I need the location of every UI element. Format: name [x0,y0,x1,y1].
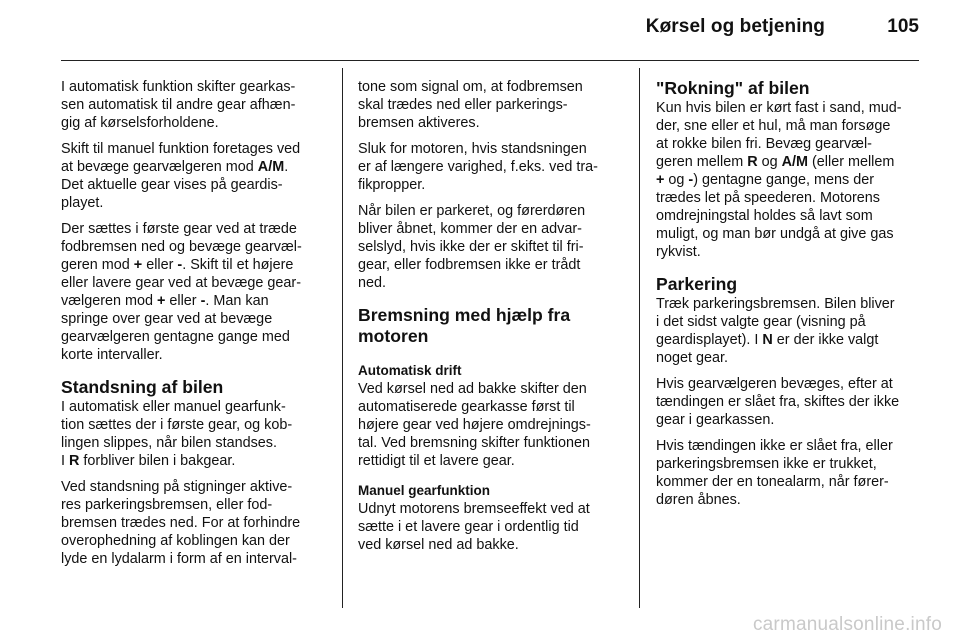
page-title: Kørsel og betjening [645,16,825,37]
heading-rokning: "Rokning" af bilen [656,78,810,98]
symbol-minus: - [200,293,206,309]
paragraph-stopping: I automatisk eller manuel gearfunk- tion sættes der i første gear, og kob- lingen slippes, når bilen standses. I R forbliver bilen i bakgear. [61,399,293,469]
paragraph-automatic-function: I automatisk funktion skifter gearkas- sen automatisk til andre gear afhæn- gig af kørselsforholdene. [61,79,296,131]
symbol-r: R [69,453,80,469]
symbol-plus: + [157,293,166,309]
heading-standsning: Standsning af bilen [61,377,224,397]
heading-parkering: Parkering [656,274,738,294]
page-number: 105 [887,16,919,37]
paragraph-ignition-off: Hvis gearvælgeren bevæges, efter at tændingen er slået fra, skiftes der ikke gear i gearkassen. [656,376,900,428]
paragraph-tone-alarm: Hvis tændingen ikke er slået fra, eller parkeringsbremsen ikke er trukket, kommer der en tonealarm, når fører- døren åbnes. [656,438,893,508]
paragraph-manual-downhill: Udnyt motorens bremseeffekt ved at sætte i et lavere gear i ordentlig tid ved kørsel ned ad bakke. [358,501,590,553]
watermark: carmanualsonline.info [752,614,942,635]
paragraph-rocking: Kun hvis bilen er kørt fast i sand, mud- der, sne eller et hul, må man forsøge at rokke bilen fri. Bevæg gearvæl- geren mellem R og A/M (eller mellem + og -) gentagne gange, mens der trædes let på speederen. Motorens omdrejningstal holdes så lavt som muligt, og man bør undgå at give gas rykvist. [656,100,902,260]
symbol-plus: + [656,172,665,188]
symbol-am: A/M [257,159,285,175]
column-divider-left [342,68,343,608]
heading-bremsning: Bremsning med hjælp fra motoren [358,305,571,346]
heading-automatisk-drift: Automatisk drift [358,363,462,378]
paragraph-parking: Træk parkeringsbremsen. Bilen bliver i det sidst valgte gear (visning på geardisplayet). I N er der ikke valgt noget gear. [656,296,895,366]
symbol-minus: - [688,172,694,188]
heading-manuel-gearfunktion: Manuel gearfunktion [358,483,491,498]
symbol-n: N [762,332,773,348]
column-1 [61,78,333,576]
column-divider-right [639,68,640,608]
paragraph-stopping-inclines: Ved standsning på stigninger aktive- res parkeringsbremsen, eller fod- bremsen trædes ned. For at forhindre overophedning af koblingen kan der lyde en lydalarm i form af en interval- [61,479,301,567]
paragraph-automatic-downhill: Ved kørsel ned ad bakke skifter den automatiserede gearkasse først til højere gear ved højere omdrejnings- tal. Ved bremsning skifter funktionen rettidigt til et lavere gear. [358,381,591,469]
symbol-r: R [747,154,758,170]
symbol-am: A/M [781,154,808,170]
column-2 [358,78,630,562]
column-3 [656,78,924,517]
paragraph-engine-off: Sluk for motoren, hvis standsningen er af længere varighed, f.eks. ved tra- fikpropper. [358,141,598,193]
paragraph-tone-signal: tone som signal om, at fodbremsen skal trædes ned eller parkerings- bremsen aktiveres. [358,79,583,131]
symbol-plus: + [133,257,143,273]
header-divider [61,60,919,61]
paragraph-parked-warning: Når bilen er parkeret, og førerdøren bliver åbnet, kommer der en advar- selslyd, hvis ikke der er skiftet til fri- gear, eller fodbremsen ikke er trådt ned. [358,203,586,291]
symbol-minus: - [177,257,183,273]
paragraph-manual-function: Skift til manuel funktion foretages ved at bevæge gearvælgeren mod A/M. Det aktuelle gear vises på geardis- playet. [61,141,301,211]
paragraph-first-gear: Der sættes i første gear ved at træde fodbremsen ned og bevæge gearvæl- geren mod + eller -. Skift til et højere eller lavere gear ved at bevæge gear- vælgeren mod + eller -. Man kan springe over gear ved at bevæge gearvælgeren gentagne gange med korte intervaller. [61,221,302,363]
